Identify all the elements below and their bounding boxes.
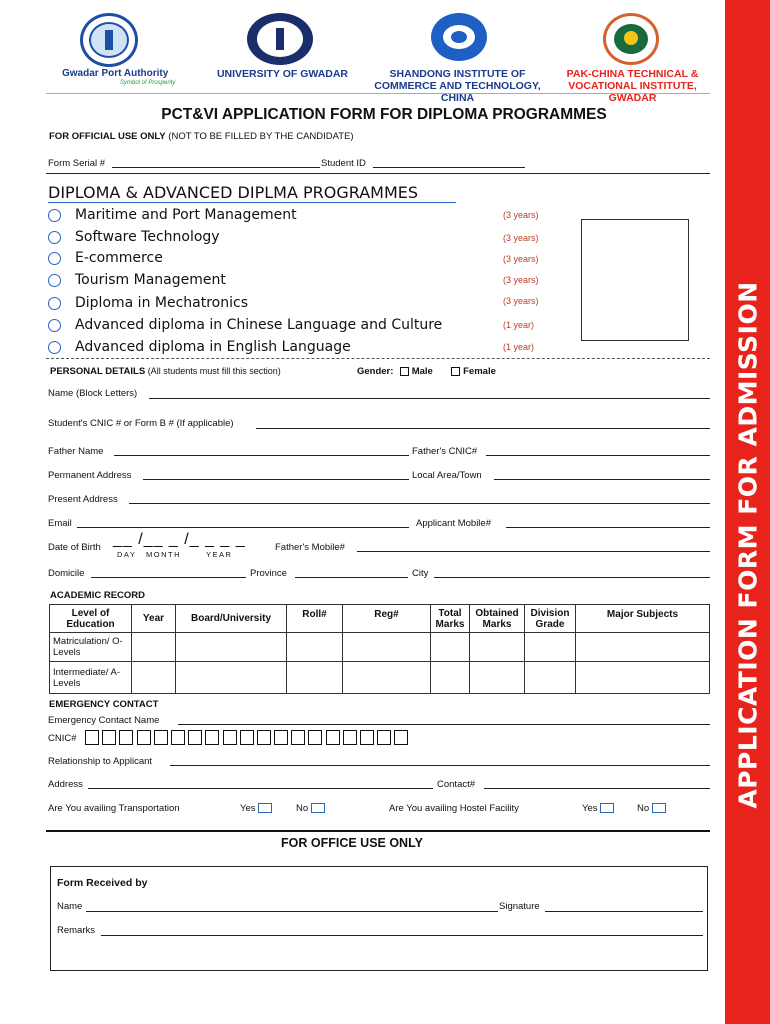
table-cell[interactable] <box>343 662 431 694</box>
programme-duration: (3 years) <box>503 210 539 220</box>
table-cell[interactable] <box>470 662 525 694</box>
received-by-label: Form Received by <box>57 877 148 889</box>
programme-label: E-commerce <box>75 250 163 266</box>
table-cell[interactable] <box>525 633 576 662</box>
office-divider <box>46 830 710 832</box>
gender-label: Gender: <box>357 366 394 377</box>
personal-heading-line <box>50 366 281 377</box>
emergency-name-field[interactable] <box>178 724 710 725</box>
programme-duration: (1 year) <box>503 342 535 352</box>
emergency-address-label: Address <box>48 779 83 790</box>
father-name-label: Father Name <box>48 446 104 457</box>
dob-field[interactable]: __ /__ _ /_ _ _ _ <box>113 531 246 548</box>
programme-duration: (3 years) <box>503 275 539 285</box>
office-name-label: Name <box>57 901 83 912</box>
programme-duration: (1 year) <box>503 320 535 330</box>
radio-maritime[interactable] <box>48 209 61 222</box>
transport-no-checkbox[interactable] <box>311 803 325 813</box>
female-label: Female <box>463 366 496 377</box>
transport-label: Are You availing Transportation <box>48 803 180 814</box>
father-mobile-label: Father's Mobile# <box>275 542 345 553</box>
programme-label: Advanced diploma in Chinese Language and Culture <box>75 317 443 333</box>
col-major-subjects: Major Subjects <box>576 605 710 633</box>
male-checkbox[interactable] <box>400 367 409 376</box>
local-area-field[interactable] <box>494 479 710 480</box>
table-cell[interactable] <box>132 633 176 662</box>
city-label: City <box>412 568 429 579</box>
pctvi-name-line2: VOCATIONAL INSTITUTE, GWADAR <box>568 80 697 104</box>
academic-table <box>49 604 710 694</box>
father-cnic-label: Father's CNIC# <box>412 446 478 457</box>
personal-note: (All students must fill this section) <box>145 366 281 376</box>
hostel-no <box>637 803 666 814</box>
emergency-cnic-boxes[interactable] <box>85 730 412 745</box>
col-level: Level of Education <box>50 605 132 633</box>
table-cell[interactable] <box>176 662 287 694</box>
form-serial-label: Form Serial # <box>48 158 106 169</box>
programmes-heading: DIPLOMA & ADVANCED DIPLMA PROGRAMMES <box>48 183 419 202</box>
dob-day: DAY <box>117 550 137 559</box>
col-roll: Roll# <box>287 605 343 633</box>
relationship-field[interactable] <box>170 765 710 766</box>
university-name: UNIVERSITY OF GWADAR <box>216 68 349 80</box>
hostel-label: Are You availing Hostel Facility <box>389 803 519 814</box>
personal-heading: PERSONAL DETAILS <box>50 366 146 377</box>
programme-label: Maritime and Port Management <box>75 207 297 223</box>
signature-field[interactable] <box>545 911 703 912</box>
radio-tourism[interactable] <box>48 274 61 287</box>
student-id-label: Student ID <box>321 158 366 169</box>
hostel-yes <box>582 803 614 814</box>
female-checkbox[interactable] <box>451 367 460 376</box>
sidebar-title: APPLICATION FORM FOR ADMISSION <box>733 281 763 809</box>
permanent-address-field[interactable] <box>143 479 409 480</box>
official-use-heading: FOR OFFICIAL USE ONLY <box>49 131 166 142</box>
radio-mechatronics[interactable] <box>48 297 61 310</box>
transport-yes-checkbox[interactable] <box>258 803 272 813</box>
hostel-yes-label: Yes <box>582 803 598 814</box>
male-label: Male <box>411 366 433 377</box>
hostel-no-checkbox[interactable] <box>652 803 666 813</box>
table-row <box>50 662 710 694</box>
local-area-label: Local Area/Town <box>412 470 482 481</box>
official-use-line <box>49 131 354 142</box>
col-reg: Reg# <box>343 605 431 633</box>
programme-label: Software Technology <box>75 229 220 245</box>
office-box <box>50 866 708 971</box>
radio-ecommerce[interactable] <box>48 252 61 265</box>
table-cell[interactable] <box>431 633 470 662</box>
table-cell[interactable] <box>431 662 470 694</box>
col-total: Total Marks <box>431 605 470 633</box>
emergency-contact-field[interactable] <box>484 788 710 789</box>
table-cell[interactable] <box>576 633 710 662</box>
form-serial-field[interactable] <box>112 167 320 168</box>
table-cell[interactable] <box>287 662 343 694</box>
transport-no-label: No <box>296 803 309 814</box>
col-obtained: Obtained Marks <box>470 605 525 633</box>
name-label: Name (Block Letters) <box>48 388 138 399</box>
father-mobile-field[interactable] <box>357 551 710 552</box>
university-of-gwadar-logo <box>247 13 313 65</box>
table-cell[interactable] <box>176 633 287 662</box>
table-cell[interactable] <box>287 633 343 662</box>
dob-month: MONTH <box>146 550 181 559</box>
gpa-name: Gwadar Port Authority <box>62 68 169 79</box>
office-heading: FOR OFFICE USE ONLY <box>281 836 423 850</box>
signature-label: Signature <box>499 901 540 912</box>
permanent-address-label: Permanent Address <box>48 470 132 481</box>
dashed-divider <box>46 358 710 359</box>
programme-duration: (3 years) <box>503 233 539 243</box>
programme-label: Advanced diploma in English Language <box>75 339 351 355</box>
shandong-name-line2: COMMERCE AND TECHNOLOGY, CHINA <box>374 80 541 104</box>
programme-label: Tourism Management <box>75 272 226 288</box>
cnic-field[interactable] <box>256 428 710 429</box>
col-year: Year <box>132 605 176 633</box>
hostel-yes-checkbox[interactable] <box>600 803 614 813</box>
applicant-mobile-field[interactable] <box>506 527 710 528</box>
table-cell[interactable] <box>470 633 525 662</box>
domicile-field[interactable] <box>91 577 246 578</box>
academic-heading: ACADEMIC RECORD <box>50 590 145 601</box>
official-use-note: (NOT TO BE FILLED BY THE CANDIDATE) <box>165 131 354 142</box>
gwadar-port-authority-logo <box>80 13 138 67</box>
table-cell[interactable] <box>525 662 576 694</box>
province-label: Province <box>250 568 287 579</box>
table-cell[interactable] <box>343 633 431 662</box>
transport-yes <box>240 803 272 814</box>
cnic-label: Student's CNIC # or Form B # (If applicable) <box>48 418 234 429</box>
header-divider <box>46 93 710 94</box>
transport-no <box>296 803 325 814</box>
form-title: PCT&VI APPLICATION FORM FOR DIPLOMA PROGRAMMES <box>161 106 607 123</box>
hostel-no-label: No <box>637 803 650 814</box>
table-cell[interactable] <box>132 662 176 694</box>
programme-duration: (3 years) <box>503 296 539 306</box>
city-field[interactable] <box>434 577 710 578</box>
table-cell[interactable] <box>576 662 710 694</box>
emergency-name-label: Emergency Contact Name <box>48 715 160 726</box>
email-field[interactable] <box>77 527 409 528</box>
gpa-tagline: Symbol of Prosperity <box>120 80 176 86</box>
radio-chinese[interactable] <box>48 319 61 332</box>
pctvi-logo <box>603 13 659 65</box>
emergency-address-field[interactable] <box>88 788 433 789</box>
section-divider <box>46 173 710 174</box>
applicant-mobile-label: Applicant Mobile# <box>416 518 491 529</box>
programme-duration: (3 years) <box>503 254 539 264</box>
dob-label: Date of Birth <box>48 542 101 553</box>
row-level: Intermediate/ A-Levels <box>50 662 132 694</box>
col-division: Division Grade <box>525 605 576 633</box>
emergency-cnic-label: CNIC# <box>48 733 77 744</box>
programmes-heading-underline <box>48 202 456 203</box>
email-label: Email <box>48 518 72 529</box>
programme-label: Diploma in Mechatronics <box>75 295 248 311</box>
shandong-institute-logo <box>431 13 487 61</box>
emergency-contact-label: Contact# <box>437 779 476 790</box>
name-field[interactable] <box>149 398 710 399</box>
shandong-name-line1: SHANDONG INSTITUTE OF <box>389 68 526 80</box>
gender-field <box>357 366 496 377</box>
father-cnic-field[interactable] <box>486 455 710 456</box>
office-name-field[interactable] <box>86 911 498 912</box>
radio-software[interactable] <box>48 231 61 244</box>
pctvi-name-line1: PAK-CHINA TECHNICAL & <box>566 68 699 80</box>
domicile-label: Domicile <box>48 568 85 579</box>
table-row <box>50 633 710 662</box>
present-address-field[interactable] <box>129 503 710 504</box>
student-id-field[interactable] <box>373 167 525 168</box>
dob-year: YEAR <box>206 550 233 559</box>
photo-box[interactable] <box>581 219 689 341</box>
relationship-label: Relationship to Applicant <box>48 756 153 767</box>
father-name-field[interactable] <box>114 455 409 456</box>
row-level: Matriculation/ O-Levels <box>50 633 132 662</box>
remarks-label: Remarks <box>57 925 96 936</box>
col-board: Board/University <box>176 605 287 633</box>
remarks-field[interactable] <box>101 935 703 936</box>
radio-english[interactable] <box>48 341 61 354</box>
present-address-label: Present Address <box>48 494 118 505</box>
province-field[interactable] <box>295 577 408 578</box>
emergency-heading: EMERGENCY CONTACT <box>49 699 159 710</box>
transport-yes-label: Yes <box>240 803 256 814</box>
